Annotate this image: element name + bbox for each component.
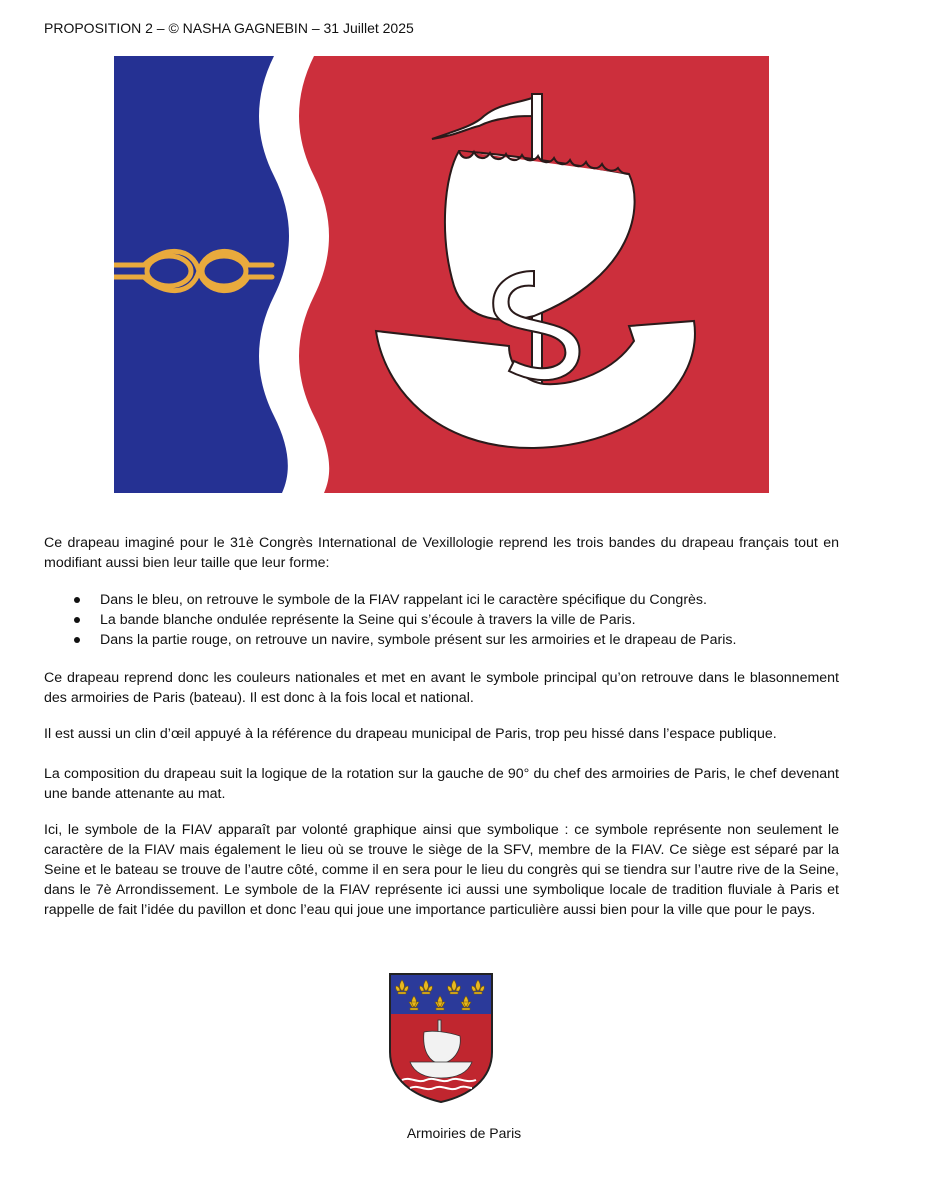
paragraph-colors: Ce drapeau reprend donc les couleurs nationales et met en avant le symbole principal qu’on retrouve dans le blasonnement des armoiries de Paris (bateau). Il est donc à la fois local et national.: [44, 670, 839, 706]
paragraph-municipal-flag: Il est aussi un clin d’œil appuyé à la référence du drapeau municipal de Paris, trop peu hissé dans l’espace publique.: [44, 726, 777, 742]
flag-proposal-image: [114, 56, 769, 493]
paragraph-composition: La composition du drapeau suit la logique de la rotation sur la gauche de 90° du chef des armoiries de Paris, le chef devenant une bande attenante au mat.: [44, 766, 839, 802]
bullet-text: La bande blanche ondulée représente la Seine qui s’écoule à travers la ville de Paris.: [100, 612, 636, 628]
intro-paragraph: Ce drapeau imaginé pour le 31è Congrès International de Vexillologie reprend les trois bandes du drapeau français tout en modifiant aussi bien leur taille que leur forme:: [44, 535, 839, 571]
document-header: PROPOSITION 2 – © NASHA GAGNEBIN – 31 Juillet 2025: [44, 20, 414, 36]
bullet-icon: [74, 637, 80, 643]
list-item: [44, 610, 839, 630]
bullet-text: Dans le bleu, on retrouve le symbole de la FIAV rappelant ici le caractère spécifique du Congrès.: [100, 592, 707, 608]
bullet-icon: [74, 597, 80, 603]
bullet-icon: [74, 617, 80, 623]
paragraph-fiav-symbol: Ici, le symbole de la FIAV apparaît par volonté graphique ainsi que symbolique : ce symbole représente non seulement le caractère de la FIAV mais également le lieu où se trouve le siège de la SFV, membre de la FIAV. Ce siège est séparé par la Seine et le bateau se trouve de l’autre côté, comme il en sera pour le lieu du congrès qui se tiendra sur l’autre rive de la Seine, dans le 7è Arrondissement. Le symbole de la FIAV représente ici aussi une symbolique locale de tradition fluviale à Paris et rappelle de fait l’idée du pavillon et donc l’eau qui joue une importance particulière aussi bien pour la ville que pour le pays.: [44, 822, 839, 918]
bullet-text: Dans la partie rouge, on retrouve un navire, symbole présent sur les armoiries et le drapeau de Paris.: [100, 632, 737, 648]
bullet-list: [44, 590, 839, 650]
list-item: [44, 590, 839, 610]
arms-caption: Armoiries de Paris: [406, 1125, 522, 1141]
paris-coat-of-arms-image: [388, 972, 494, 1104]
list-item: [44, 630, 839, 650]
